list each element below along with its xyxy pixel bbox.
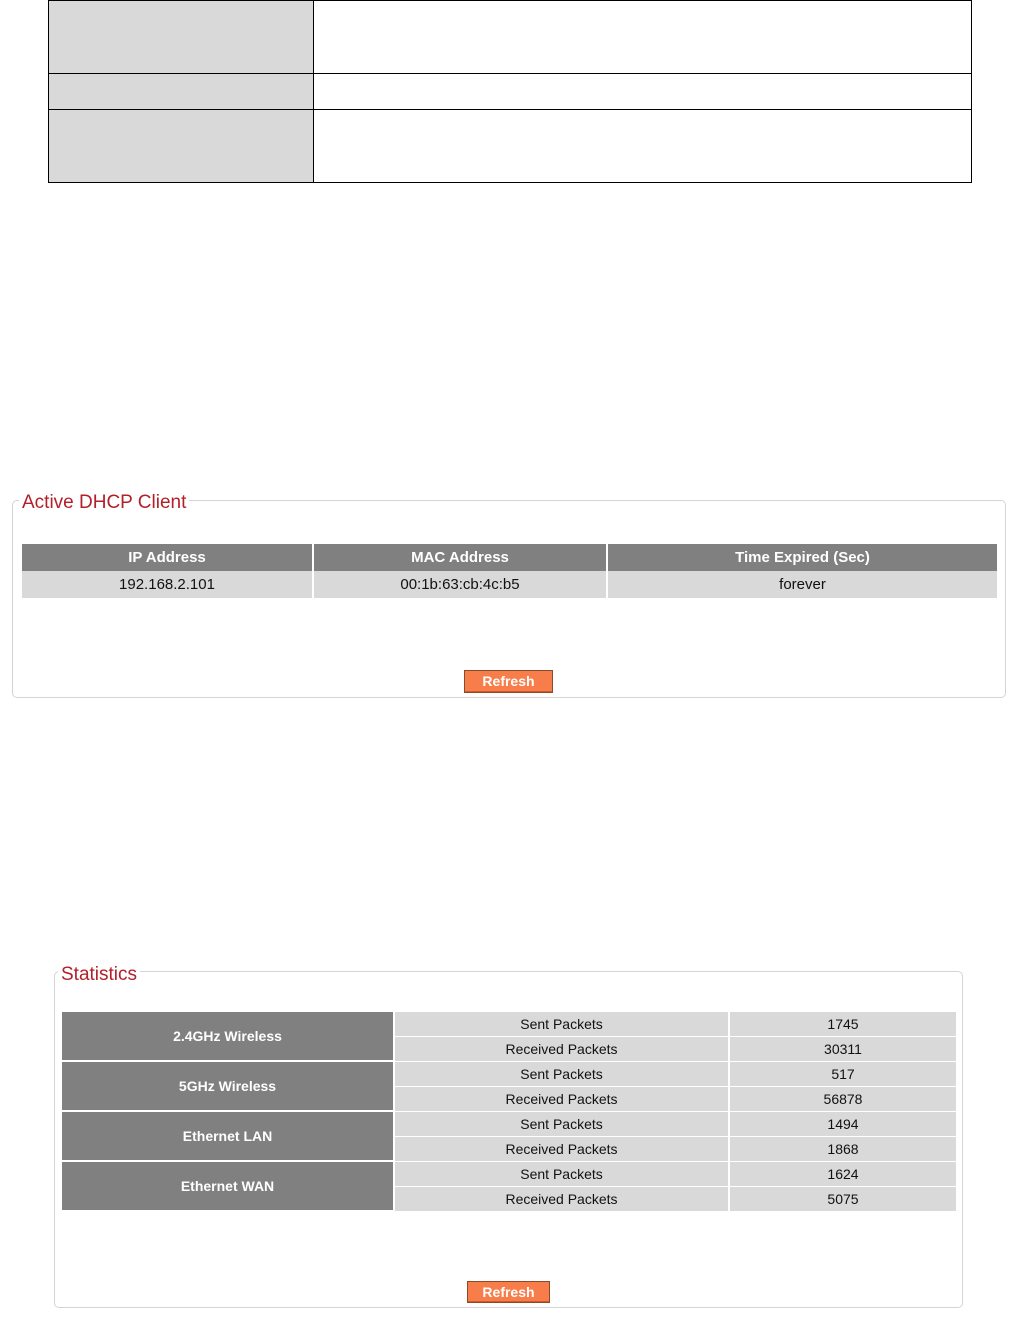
table-row — [22, 571, 997, 598]
time-expired-cell: forever — [608, 571, 997, 598]
dhcp-refresh-button[interactable]: Refresh — [464, 670, 553, 693]
sent-packets-label: Sent Packets — [395, 1162, 728, 1187]
mac-address-header: MAC Address — [314, 544, 606, 571]
received-packets-value: 30311 — [730, 1037, 956, 1062]
info-row — [49, 1, 972, 74]
statistics-refresh-button[interactable]: Refresh — [467, 1281, 550, 1303]
received-packets-value: 5075 — [730, 1187, 956, 1212]
table-row — [62, 1112, 956, 1137]
table-row — [62, 1062, 956, 1087]
info-value-cell — [314, 1, 972, 74]
interface-2-4ghz-wireless: 2.4GHz Wireless — [62, 1012, 393, 1062]
info-label-cell — [49, 74, 314, 110]
statistics-panel-title: Statistics — [58, 964, 140, 986]
received-packets-value: 1868 — [730, 1137, 956, 1162]
ip-address-header: IP Address — [22, 544, 312, 571]
sent-packets-label: Sent Packets — [395, 1012, 728, 1037]
sent-packets-value: 1624 — [730, 1162, 956, 1187]
received-packets-label: Received Packets — [395, 1137, 728, 1162]
statistics-panel — [54, 964, 963, 1308]
time-expired-header: Time Expired (Sec) — [608, 544, 997, 571]
info-row — [49, 74, 972, 110]
dhcp-header-row — [22, 544, 997, 571]
table-row — [62, 1162, 956, 1187]
received-packets-value: 56878 — [730, 1087, 956, 1112]
interface-ethernet-wan: Ethernet WAN — [62, 1162, 393, 1212]
dhcp-client-table — [20, 544, 999, 598]
sent-packets-value: 517 — [730, 1062, 956, 1087]
mac-address-cell: 00:1b:63:cb:4c:b5 — [314, 571, 606, 598]
received-packets-label: Received Packets — [395, 1187, 728, 1212]
info-table — [48, 0, 972, 183]
table-row — [62, 1012, 956, 1037]
interface-5ghz-wireless: 5GHz Wireless — [62, 1062, 393, 1112]
info-value-cell — [314, 110, 972, 183]
dhcp-client-panel — [12, 492, 1006, 698]
sent-packets-value: 1745 — [730, 1012, 956, 1037]
dhcp-panel-title: Active DHCP Client — [19, 492, 189, 514]
statistics-table — [60, 1012, 958, 1212]
sent-packets-label: Sent Packets — [395, 1112, 728, 1137]
info-label-cell — [49, 1, 314, 74]
info-value-cell — [314, 74, 972, 110]
received-packets-label: Received Packets — [395, 1087, 728, 1112]
sent-packets-label: Sent Packets — [395, 1062, 728, 1087]
info-label-cell — [49, 110, 314, 183]
ip-address-cell: 192.168.2.101 — [22, 571, 312, 598]
received-packets-label: Received Packets — [395, 1037, 728, 1062]
sent-packets-value: 1494 — [730, 1112, 956, 1137]
interface-ethernet-lan: Ethernet LAN — [62, 1112, 393, 1162]
info-row — [49, 110, 972, 183]
